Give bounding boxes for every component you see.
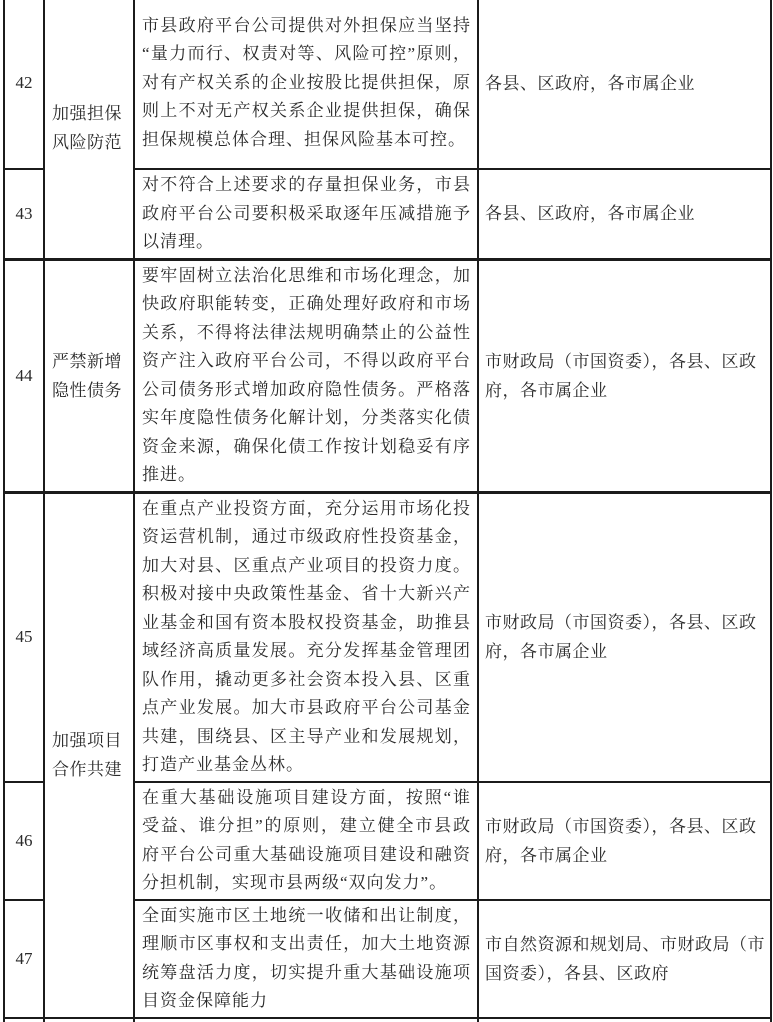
category-cell — [44, 1018, 134, 1022]
row-number-cell — [4, 1018, 44, 1022]
measure-cell: 在重点产业投资方面，充分运用市场化投资运营机制，通过市级政府性投资基金，加大对县、区重点产业项目的投资力度。积极对接中央政策性基金、省十大新兴产业基金和国有资本股权投资基金，助推县域经济高质量发展。充分发挥基金管理团队作用，撬动更多社会资本投入县、区重点产业发展。加大市县政府平台公司基金共建，围绕县、区主导产业和发展规划，打造产业基金丛林。 — [134, 492, 478, 782]
responsibility-cell: 各县、区政府，各市属企业 — [478, 169, 771, 259]
category-cell: 严禁新增隐性债务 — [44, 259, 134, 492]
measure-cell: 在重大基础设施项目建设方面，按照“谁受益、谁分担”的原则，建立健全市县政府平台公司重大基础设施项目建设和融资分担机制，实现市县两级“双向发力”。 — [134, 782, 478, 900]
table-row — [4, 259, 771, 492]
measures-table — [3, 0, 772, 1022]
table-row — [4, 492, 771, 782]
row-number-cell: 43 — [4, 169, 44, 259]
row-number-cell: 44 — [4, 259, 44, 492]
measure-cell: 要牢固树立法治化思维和市场化理念，加快政府职能转变，正确处理好政府和市场关系，不得将法律法规明确禁止的公益性资产注入政府平台公司，不得以政府平台公司债务形式增加政府隐性债务。严格落实年度隐性债务化解计划，分类落实化债资金来源，确保化债工作按计划稳妥有序推进。 — [134, 259, 478, 492]
measure-cell — [134, 1018, 478, 1022]
row-number-cell: 47 — [4, 900, 44, 1018]
category-cell: 加强项目合作共建 — [44, 492, 134, 1018]
row-number-cell: 45 — [4, 492, 44, 782]
responsibility-cell: 市自然资源和规划局、市财政局（市国资委），各县、区政府 — [478, 900, 771, 1018]
row-number-cell: 46 — [4, 782, 44, 900]
table-row — [4, 0, 771, 169]
responsibility-cell — [478, 1018, 771, 1022]
responsibility-cell: 市财政局（市国资委），各县、区政府，各市属企业 — [478, 492, 771, 782]
responsibility-cell: 各县、区政府，各市属企业 — [478, 0, 771, 169]
category-cell: 加强担保风险防范 — [44, 0, 134, 259]
responsibility-cell: 市财政局（市国资委），各县、区政府，各市属企业 — [478, 782, 771, 900]
responsibility-cell: 市财政局（市国资委），各县、区政府，各市属企业 — [478, 259, 771, 492]
table-row-partial — [4, 1018, 771, 1022]
measure-cell: 市县政府平台公司提供对外担保应当坚持“量力而行、权责对等、风险可控”原则，对有产权关系的企业按股比提供担保，原则上不对无产权关系企业提供担保，确保担保规模总体合理、担保风险基本可控。 — [134, 0, 478, 169]
row-number-cell: 42 — [4, 0, 44, 169]
measure-cell: 全面实施市区土地统一收储和出让制度，理顺市区事权和支出责任，加大土地资源统筹盘活力度，切实提升重大基础设施项目资金保障能力 — [134, 900, 478, 1018]
measure-cell: 对不符合上述要求的存量担保业务，市县政府平台公司要积极采取逐年压减措施予以清理。 — [134, 169, 478, 259]
